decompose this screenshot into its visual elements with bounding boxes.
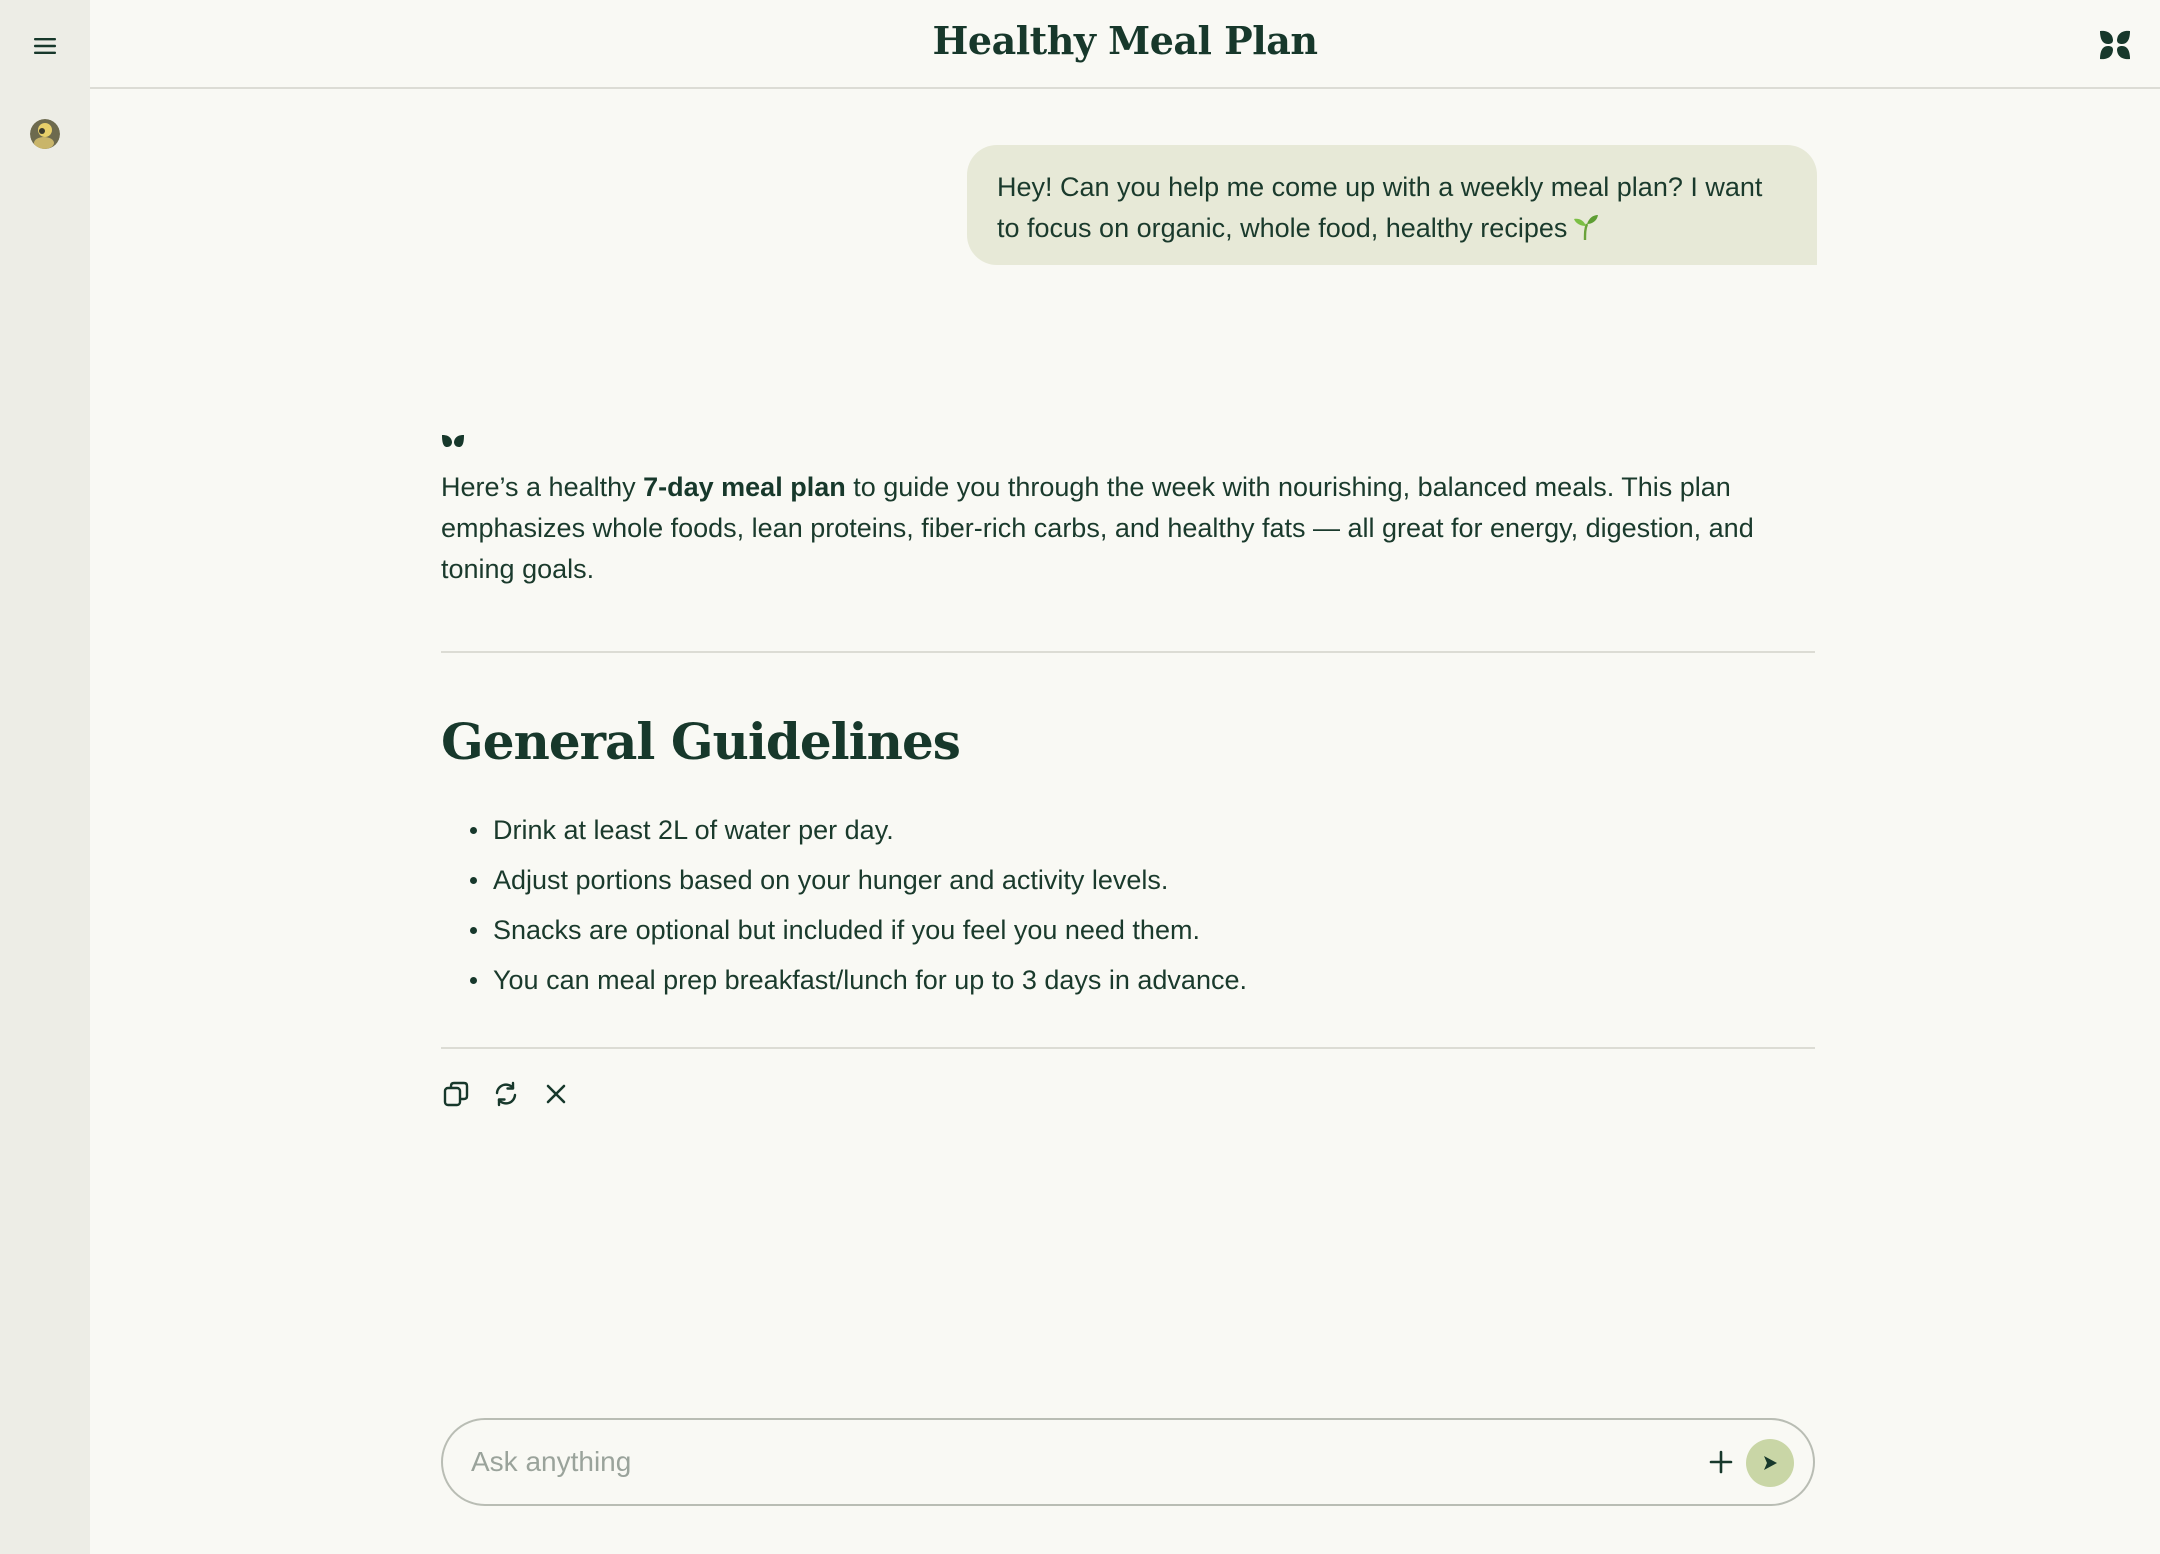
divider-top <box>441 651 1815 653</box>
close-icon <box>544 1082 568 1106</box>
send-button[interactable] <box>1746 1439 1794 1487</box>
assistant-intro <box>441 467 1821 590</box>
list-item: Adjust portions based on your hunger and activity levels. <box>470 860 1247 910</box>
sidebar <box>0 0 90 1554</box>
leaf-logo-icon <box>2098 28 2132 62</box>
user-avatar-icon <box>30 119 60 149</box>
plus-icon <box>1705 1446 1737 1478</box>
seedling-emoji-icon <box>1571 212 1599 240</box>
chat-input[interactable] <box>471 1440 1651 1484</box>
header <box>90 0 2160 89</box>
copy-button[interactable] <box>441 1078 471 1110</box>
assistant-intro-bold: 7-day meal plan <box>643 472 846 502</box>
regenerate-icon <box>492 1080 520 1108</box>
copy-icon <box>442 1080 470 1108</box>
page-title: Healthy Meal Plan <box>932 18 1318 63</box>
chat-composer <box>441 1418 1815 1506</box>
list-item: You can meal prep breakfast/lunch for up to 3 days in advance. <box>470 960 1247 1010</box>
dismiss-button[interactable] <box>541 1078 571 1110</box>
divider-bottom <box>441 1047 1815 1049</box>
regenerate-button[interactable] <box>491 1078 521 1110</box>
menu-button[interactable] <box>28 32 62 60</box>
section-title: General Guidelines <box>441 712 960 771</box>
list-item: Drink at least 2L of water per day. <box>470 810 1247 860</box>
assistant-intro-suffix: to guide you through the week with nourishing, balanced meals. This plan emphasizes whole foods, lean proteins, fiber-rich carbs, and healthy fats — all great for energy, digestion, and toning goals. <box>441 472 1754 584</box>
guidelines-list <box>470 810 1247 1010</box>
assistant-logo-icon <box>441 434 465 448</box>
avatar[interactable] <box>30 119 60 149</box>
message-actions <box>441 1078 571 1110</box>
assistant-intro-prefix: Here’s a healthy <box>441 472 644 502</box>
app-logo-button[interactable] <box>2098 28 2132 62</box>
send-arrow-icon <box>1761 1454 1779 1472</box>
user-message-text: Hey! Can you help me come up with a weekly meal plan? I want to focus on organic, whole food, healthy recipes <box>997 172 1763 243</box>
attach-button[interactable] <box>1705 1446 1737 1478</box>
user-message-bubble <box>967 145 1817 265</box>
hamburger-menu-icon <box>33 37 57 55</box>
list-item: Snacks are optional but included if you feel you need them. <box>470 910 1247 960</box>
